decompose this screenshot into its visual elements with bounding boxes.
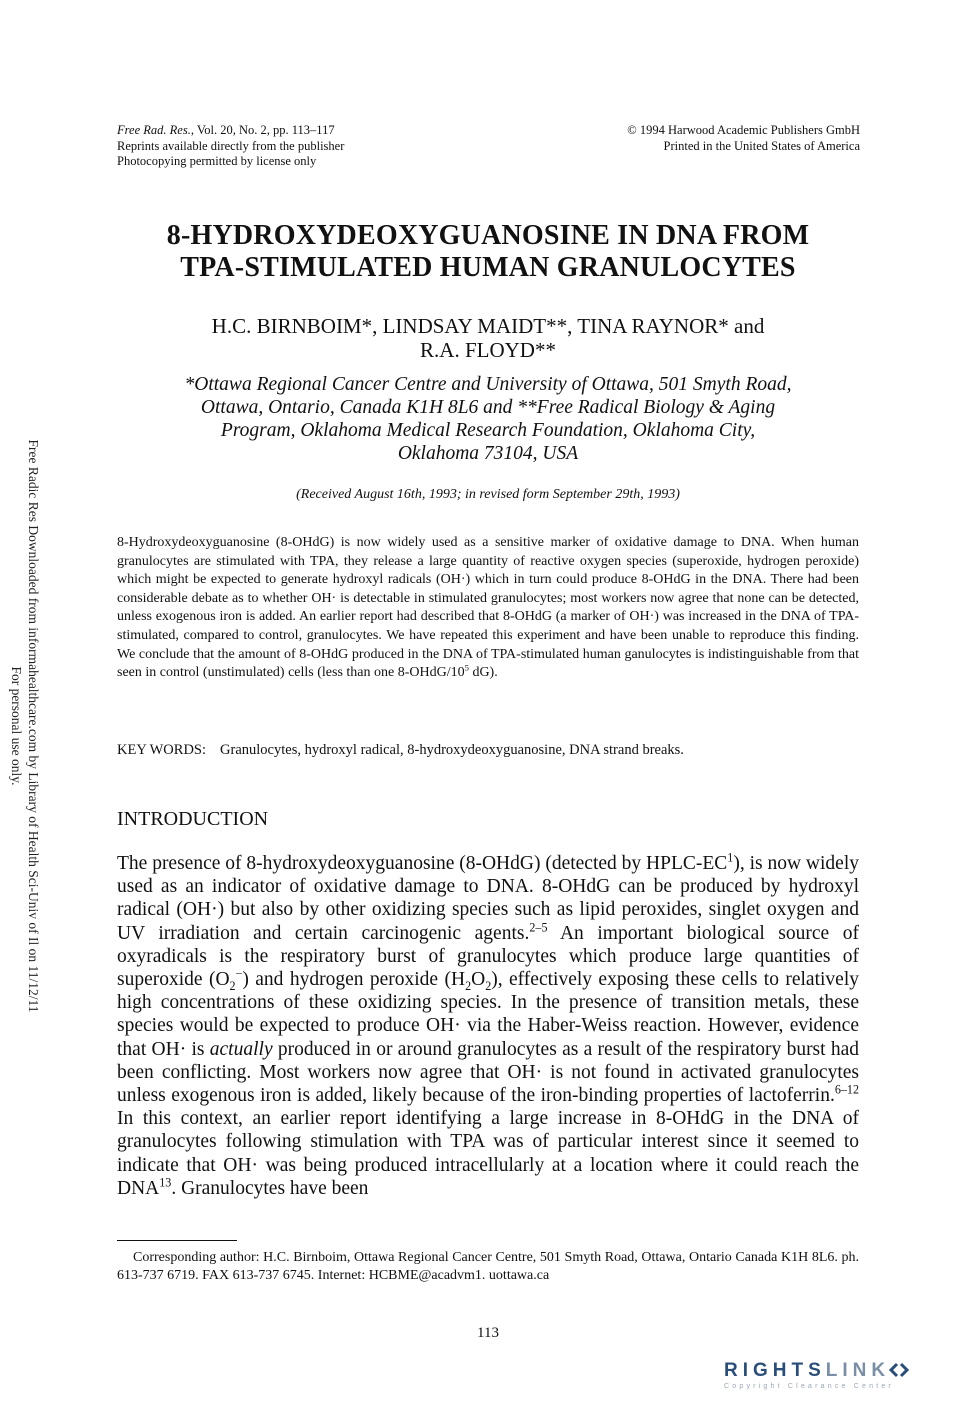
superscript: − bbox=[235, 966, 243, 981]
watermark-line-2: For personal use only. bbox=[9, 666, 24, 786]
affiliation-line-4: Oklahoma 73104, USA bbox=[397, 443, 579, 464]
page-number: 113 bbox=[477, 1325, 499, 1341]
abstract-text: 8-Hydroxydeoxyguanosine (8-OHdG) is now widely used as a sensitive marker of oxidative damage to DNA. When human granulocytes are stimulated with TPA, they release a large quantity of reactive oxygen species (superoxide, hydrogen peroxide) which might be expected to generate hydroxyl radicals (OH·) which in turn could produce 8-OHdG in the DNA. There had been considerable debate as to whether OH· is detectable in stimulated granulocytes; most workers now agree that none can be detected, unless exogenous iron is added. An earlier report had described that 8-OHdG (a marker of OH·) was increased in the DNA of TPA-stimulated, compared to control, granulocytes. We have repeated this experiment and have been unable to reproduce this finding. We conclude that the amount of 8-OHdG produced in the DNA of TPA-stimulated human ganulocytes is indistinguishable from that seen in control (unstimulated) cells (less than one 8-OHdG/10 bbox=[117, 535, 859, 681]
reference-marker: 6–12 bbox=[834, 1082, 859, 1097]
affiliation-line-3: Program, Oklahoma Medical Research Foundation, Oklahoma City, bbox=[220, 420, 756, 441]
body-text: ), is now widely used as an indicator of oxidative damage to DNA. 8-OHdG can be produced by hydroxyl radical (OH·) but also by other oxidizing species such as lipid peroxides, singlet oxygen and UV irradiation and certain carcinogenic agents. bbox=[117, 853, 860, 944]
abstract-end: dG). bbox=[468, 665, 498, 681]
abstract-exponent: 5 bbox=[464, 662, 469, 673]
rightslink-logo bbox=[724, 1360, 960, 1400]
body-text: An important biological source of oxyradicals is the respiratory burst of granulocytes which produce large quantities of superoxide (O bbox=[117, 922, 859, 991]
keywords-text: Granulocytes, hydroxyl radical, 8-hydroxydeoxyguanosine, DNA strand breaks. bbox=[220, 742, 684, 758]
running-header-right bbox=[520, 123, 860, 154]
body-text: ), effectively exposing these cells to relatively high concentrations of these oxidizing species. In the presence of transition metals, these species would be expected to produce OH· via the Haber-Weiss reaction. However, evidence that OH· is bbox=[117, 969, 859, 1060]
title-line-1: 8-HYDROXYDEOXYGUANOSINE IN DNA FROM bbox=[166, 220, 810, 251]
subscript: 2 bbox=[465, 978, 472, 993]
affiliation bbox=[117, 373, 859, 465]
arrows-icon bbox=[888, 1362, 910, 1378]
printed-line: Printed in the United States of America bbox=[663, 138, 860, 153]
section-heading-introduction: INTRODUCTION bbox=[117, 808, 269, 830]
abstract bbox=[117, 534, 859, 683]
reference-marker: 13 bbox=[159, 1175, 172, 1190]
logo-part-2: LINK bbox=[825, 1360, 891, 1381]
body-text: O bbox=[471, 969, 486, 991]
authors-line-2: R.A. FLOYD** bbox=[420, 338, 556, 362]
reference-marker: 2–5 bbox=[529, 920, 548, 935]
logo-part-1: RIGHTS bbox=[724, 1360, 826, 1381]
reference-marker: 1 bbox=[727, 850, 734, 865]
watermark-text bbox=[0, 356, 42, 1096]
affiliation-line-2: Ottawa, Ontario, Canada K1H 8L6 and **Free Radical Biology & Aging bbox=[200, 397, 776, 418]
keywords-label: KEY WORDS: bbox=[117, 742, 207, 758]
body-text: The presence of 8-hydroxydeoxyguanosine (8-OHdG) (detected by HPLC-EC bbox=[117, 853, 728, 874]
subscript: 2 bbox=[485, 978, 492, 993]
download-watermark bbox=[0, 356, 42, 1096]
affiliation-line-1: *Ottawa Regional Cancer Centre and University of Ottawa, 501 Smyth Road, bbox=[184, 374, 792, 395]
citation-details: , Vol. 20, No. 2, pp. 113–117 bbox=[190, 123, 335, 137]
photocopying-line: Photocopying permitted by license only bbox=[117, 154, 317, 168]
received-dates: (Received August 16th, 1993; in revised form September 29th, 1993) bbox=[296, 487, 680, 502]
footnote-rule bbox=[117, 1240, 237, 1241]
running-header-left bbox=[117, 123, 344, 170]
journal-name: Free Rad. Res. bbox=[117, 123, 191, 137]
copyright-line: © 1994 Harwood Academic Publishers GmbH bbox=[627, 123, 860, 137]
authors-line-1: H.C. BIRNBOIM*, LINDSAY MAIDT**, TINA RAYNOR* and bbox=[211, 314, 765, 338]
logo-tagline: Copyright Clearance Center bbox=[724, 1383, 894, 1390]
emphasis: actually bbox=[209, 1038, 273, 1060]
watermark-line-1: Free Radic Res Downloaded from informahealthcare.com by Library of Health Sci-Univ of Il on 11/12/11 bbox=[26, 439, 41, 1013]
body-text: produced in or around granulocytes as a result of the respiratory burst had been conflicting. Most workers now agree that OH· is not found in activated granulocytes unless exogenous iron is added, likely because of the iron-binding properties of lactoferrin. bbox=[117, 1038, 860, 1107]
subscript: 2 bbox=[229, 978, 236, 993]
body-text: . Granulocytes have been bbox=[171, 1177, 369, 1199]
author-list bbox=[117, 314, 859, 362]
introduction-paragraph bbox=[117, 852, 859, 1200]
corresponding-author-footnote: Corresponding author: H.C. Birnboim, Ottawa Regional Cancer Centre, 501 Smyth Road, Ottawa, Ontario Canada K1H 8L6. ph. 613-737 6719. FAX 613-737 6745. Internet: HCBME@acadvm1. uottawa.ca bbox=[117, 1250, 859, 1283]
title-line-2: TPA-STIMULATED HUMAN GRANULOCYTES bbox=[180, 252, 796, 283]
reprints-line: Reprints available directly from the publisher bbox=[117, 138, 345, 153]
citation-line bbox=[117, 123, 344, 139]
paper-title bbox=[117, 220, 859, 284]
body-text: ) and hydrogen peroxide (H bbox=[242, 969, 466, 991]
rightslink-wordmark bbox=[724, 1360, 960, 1382]
body-text: In this context, an earlier report identifying a large increase in 8-OHdG in the DNA of granulocytes following stimulation with TPA was of particular interest since it seemed to indicate that OH· was being produced intracellularly at a location where it could reach the DNA bbox=[117, 1108, 859, 1199]
keywords bbox=[117, 742, 859, 759]
